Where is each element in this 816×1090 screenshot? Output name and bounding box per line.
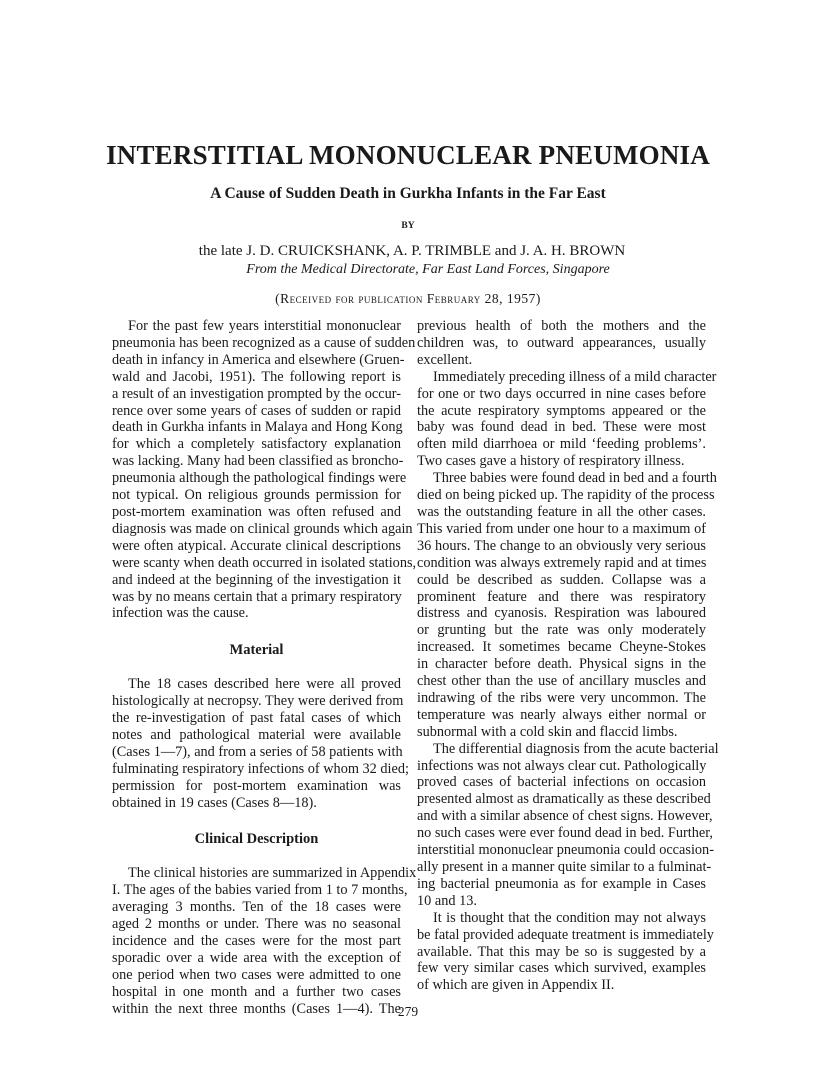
text-line: 36 hours. The change to an obviously very serious	[417, 537, 706, 554]
text-line: or grunting but the rate was only moderately	[417, 622, 706, 639]
text-line: chest other than the use of ancillary muscles and	[417, 673, 706, 690]
text-line: distress and cyanosis. Respiration was laboured	[417, 605, 706, 622]
text-line: pneumonia has been recognized as a cause of sudden	[112, 334, 416, 351]
text-line: ing bacterial pneumonia as for example in Cases	[417, 875, 706, 892]
text-line: and indeed at the beginning of the investigation it	[112, 571, 401, 588]
text-line: available. That this may be so is suggested by a	[417, 943, 706, 960]
byline-label: BY	[401, 221, 415, 231]
paragraph	[112, 318, 417, 622]
text-line: pneumonia although the pathological findings were	[112, 470, 407, 487]
paragraph	[112, 676, 409, 811]
text-line: averaging 3 months. Ten of the 18 cases were	[112, 899, 401, 916]
text-line: permission for post-mortem examination was	[112, 777, 401, 794]
received-date: (Received for publication February 28, 1957)	[275, 291, 541, 306]
text-line: for one or two days occurred in nine cases before	[417, 385, 706, 402]
text-line: were scanty when death occurred in isolated stations,	[112, 554, 417, 571]
text-line: indrawing of the ribs were very uncommon. The	[417, 689, 706, 706]
text-line: wald and Jacobi, 1951). The following report is	[112, 368, 401, 385]
text-line: be fatal provided adequate treatment is immediately	[417, 926, 714, 943]
text-line: (Cases 1—7), and from a series of 58 patients with	[112, 743, 403, 760]
text-line: The 18 cases described here were all proved	[128, 676, 401, 693]
text-line: rence over some years of cases of sudden or rapid	[112, 402, 401, 419]
text-line: within the next three months (Cases 1—4). The	[112, 1000, 401, 1017]
text-line: sporadic over a wide area with the exception of	[112, 949, 401, 966]
text-line: could be described as sudden. Collapse was a	[417, 571, 706, 588]
text-line: were often atypical. Accurate clinical descriptions	[112, 537, 401, 554]
text-line: Two cases gave a history of respiratory illness.	[417, 453, 685, 470]
article-title: INTERSTITIAL MONONUCLEAR PNEUMONIA	[106, 140, 710, 170]
text-line: subnormal with a cold skin and flaccid limbs.	[417, 723, 678, 740]
text-line: This varied from under one hour to a maximum of	[417, 520, 706, 537]
text-line: in character before death. Physical signs in the	[417, 656, 706, 673]
text-line: diagnosis was made on clinical grounds which again	[112, 520, 413, 537]
text-line: died on being picked up. The rapidity of the process	[417, 487, 715, 504]
text-line: Three babies were found dead in bed and a fourth	[433, 470, 717, 487]
text-line: aged 2 months or under. There was no seasonal	[112, 916, 401, 933]
text-line: temperature was nearly always either normal or	[417, 706, 706, 723]
text-line: histologically at necropsy. They were derived from	[112, 693, 404, 710]
text-line: increased. It sometimes became Cheyne-Stokes	[417, 639, 706, 656]
text-line: of which are given in Appendix II.	[417, 977, 615, 994]
text-line: The differential diagnosis from the acute bacterial	[433, 740, 719, 757]
text-line: post-mortem examination was often refused and	[112, 503, 401, 520]
text-line: was by no means certain that a primary respiratory	[112, 588, 402, 605]
author-list: the late J. D. CRUICKSHANK, A. P. TRIMBLE and J. A. H. BROWN	[198, 243, 626, 259]
page-number: 279	[397, 1004, 419, 1019]
text-line: a result of an investigation prompted by the occur-	[112, 385, 401, 402]
text-line: obtained in 19 cases (Cases 8—18).	[112, 794, 317, 811]
text-line: ally present in a manner quite similar to a fulminat-	[417, 859, 712, 875]
text-line: death in Gurkha infants in Malaya and Hong Kong	[112, 419, 403, 436]
text-line: death in infancy in America and elsewhere (Gruen-	[112, 351, 405, 368]
text-line: one period when two cases were admitted to one	[112, 966, 401, 983]
section-heading: Material	[229, 642, 284, 659]
text-line: presented almost as dramatically as these described	[417, 791, 711, 808]
text-line: the re-investigation of past fatal cases of which	[112, 710, 401, 727]
text-line: and with a similar absence of chest signs. However,	[417, 808, 713, 825]
paragraph	[417, 318, 706, 369]
text-line: previous health of both the mothers and the	[417, 318, 706, 334]
section-heading: Clinical Description	[194, 831, 319, 848]
paragraph	[417, 740, 719, 910]
text-line: often mild diarrhoea or mild ‘feeding problems’.	[417, 436, 706, 453]
text-column-right	[417, 318, 719, 994]
text-line: excellent.	[417, 351, 473, 368]
text-line: incidence and the cases were for the most part	[112, 933, 401, 949]
text-line: condition was always extremely rapid and at times	[417, 554, 707, 571]
paragraph	[417, 909, 714, 995]
text-line: fulminating respiratory infections of whom 32 died;	[112, 760, 409, 777]
text-line: for which a completely satisfactory explanation	[112, 436, 401, 453]
text-line: children was, to outward appearances, usually	[417, 334, 706, 351]
text-line: was lacking. Many had been classified as broncho-	[112, 453, 404, 470]
text-line: no such cases were ever found dead in bed. Further,	[417, 825, 713, 842]
text-line: For the past few years interstitial mononuclear	[128, 318, 401, 334]
affiliation: From the Medical Directorate, Far East Land Forces, Singapore	[246, 262, 610, 277]
article-subtitle: A Cause of Sudden Death in Gurkha Infants in the Far East	[210, 185, 606, 202]
text-line: I. The ages of the babies varied from 1 to 7 months,	[112, 882, 408, 899]
text-line: few very similar cases which survived, examples	[417, 960, 706, 977]
text-line: Immediately preceding illness of a mild character	[433, 368, 717, 385]
paragraph	[417, 368, 717, 470]
text-line: not typical. On religious grounds permission for	[112, 487, 401, 504]
text-line: the acute respiratory symptoms appeared or the	[417, 402, 706, 419]
text-line: interstitial mononuclear pneumonia could occasion-	[417, 842, 714, 859]
text-line: notes and pathological material were available	[112, 726, 401, 743]
text-line: baby was found dead in bed. These were most	[417, 419, 706, 436]
text-line: The clinical histories are summarized in Appendix	[128, 865, 417, 882]
paragraph	[417, 470, 717, 741]
text-line: infections was not always clear cut. Pathologically	[417, 757, 707, 774]
text-line: was the outstanding feature in all the other cases.	[417, 503, 706, 520]
text-line: hospital in one month and a further two cases	[112, 983, 401, 1000]
text-line: It is thought that the condition may not always	[433, 909, 706, 926]
text-line: proved cases of bacterial infections on occasion	[417, 774, 706, 791]
text-line: prominent feature and there was respiratory	[417, 588, 706, 605]
text-line: 10 and 13.	[417, 892, 477, 909]
text-line: infection was the cause.	[112, 605, 249, 622]
